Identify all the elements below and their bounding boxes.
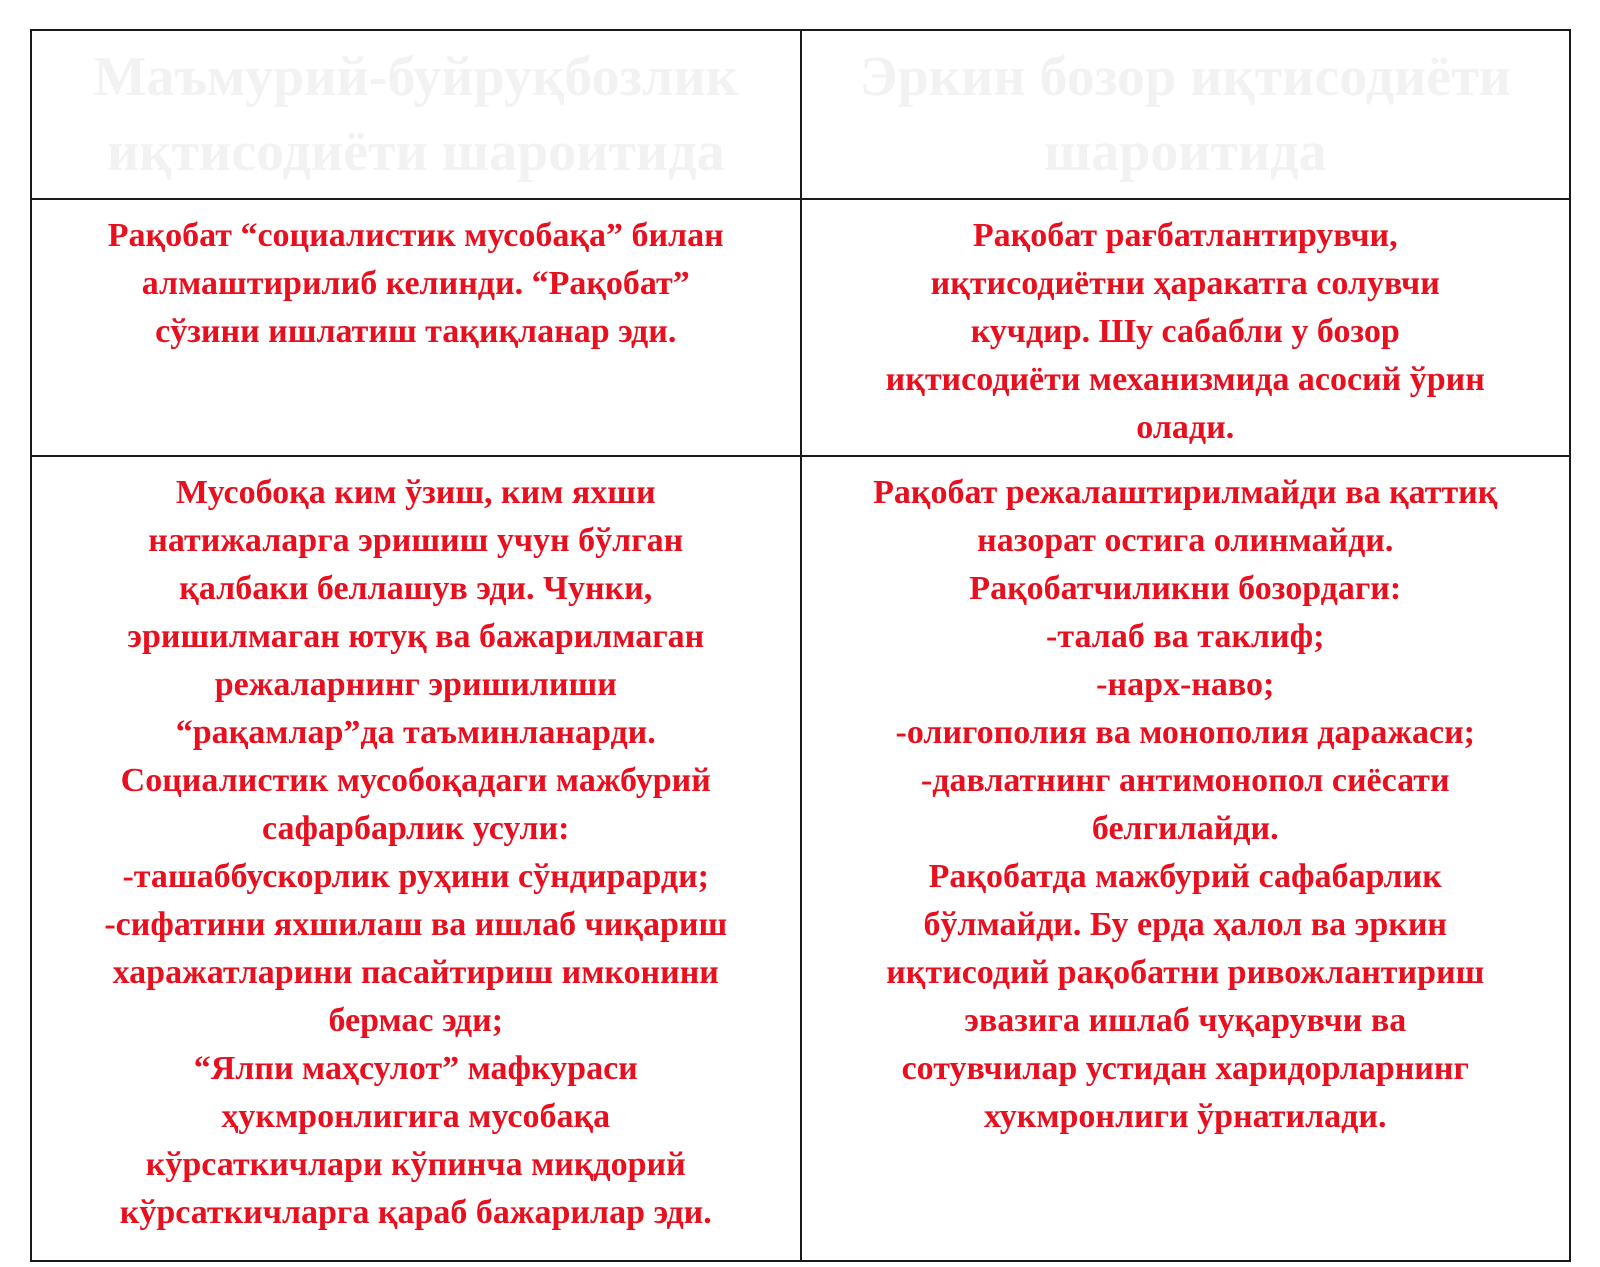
comparison-table [30,29,1571,1262]
table-cell-right [801,199,1571,456]
table-cell-right [801,456,1571,1261]
cell-text: Рақобат “социалистик мусобақа” билан алмаштирилиб келинди. “Рақобат” сўзини ишлатиш тақиқланар эди. [107,217,724,350]
cell-text: Мусобоқа ким ўзиш, ким яхши натижаларга эришиш учун бўлган қалбаки беллашув эди. Чунки, эришилмаган ютуқ ва бажарилмаган режаларнинг эришилиши “рақамлар”да таъминланарди. Социалистик мусобоқадаги мажбурий сафарбарлик усули: -ташаббускорлик руҳини сўндирарди; -сифатини яхшилаш ва ишлаб чиқариш харажатларини пасайтириш имконини бермас эди; “Ялпи маҳсулот” мафкураси ҳукмронлигига мусобақа кўрсаткичлари кўпинча миқдорий кўрсаткичларга қараб бажарилар эди. [104,474,728,1231]
table-cell-left [31,456,801,1261]
header-right: Эркин бозор иқтисодиёти шароитида [801,30,1571,199]
table-cell-left [31,199,801,456]
table-row [31,456,1570,1261]
header-left: Маъмурий-буйруқбозлик иқтисодиёти шароитида [31,30,801,199]
header-row [31,30,1570,199]
cell-text: Рақобат рағбатлантирувчи, иқтисодиётни ҳаракатга солувчи кучдир. Шу сабабли у бозор иқтисодиёти механизмида асосий ўрин олади. [885,217,1485,446]
table-row [31,199,1570,456]
cell-text: Рақобат режалаштирилмайди ва қаттиқ назорат остига олинмайди. Рақобатчиликни бозордаги: -талаб ва таклиф; -нарх-наво; -олигополия ва монополия даражаси; -давлатнинг антимонопол сиёсати белгилайди. Рақобатда мажбурий сафабарлик бўлмайди. Бу ерда ҳалол ва эркин иқтисодий рақобатни ривожлантириш эвазига ишлаб чуқарувчи ва сотувчилар устидан харидорларнинг хукмронлиги ўрнатилади. [873,474,1498,1135]
